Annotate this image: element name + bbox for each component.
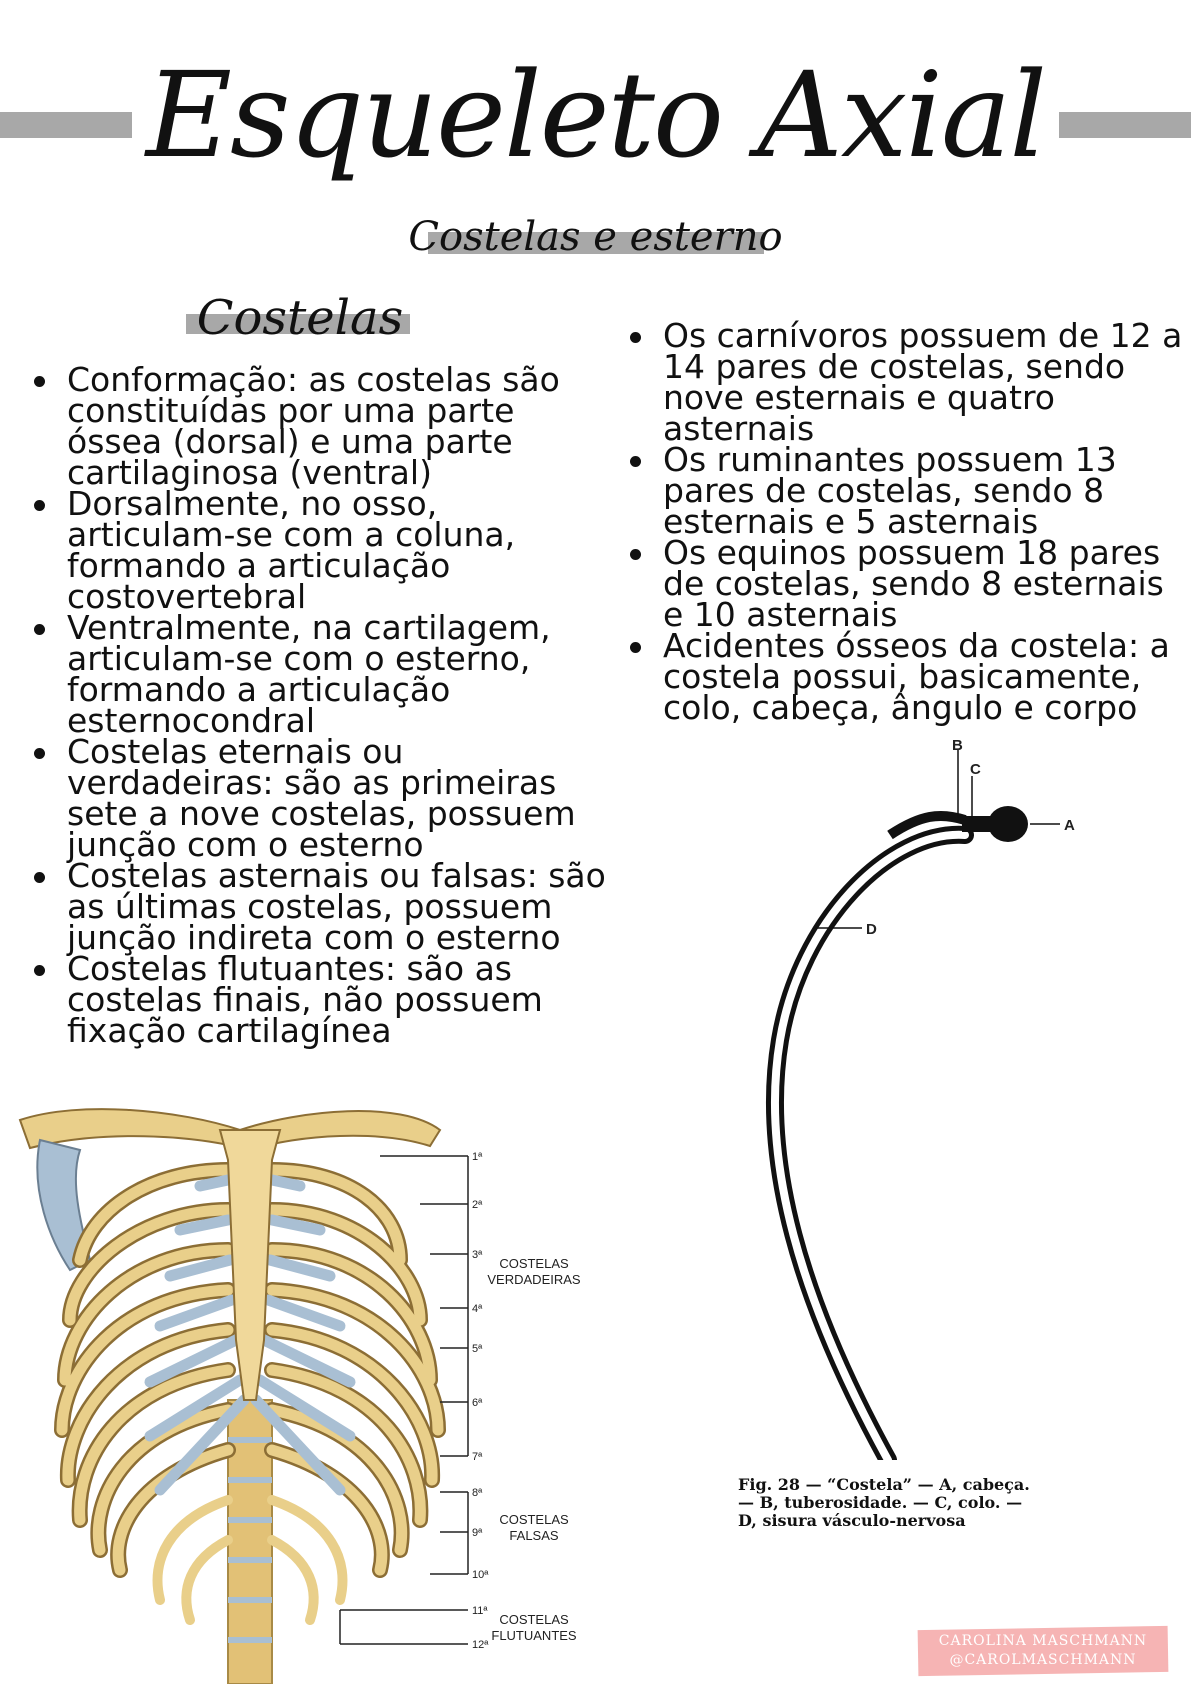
list-item: Dorsalmente, no osso, articulam-se com a coluna, formando a articulação costovertebral	[34, 488, 614, 612]
rib-number-4: 4ª	[472, 1303, 483, 1315]
group-label-floating	[491, 1612, 577, 1643]
group-label-line: FALSAS	[509, 1528, 559, 1543]
section-title: Costelas	[196, 290, 404, 346]
list-item: Conformação: as costelas são constituídas por uma parte óssea (dorsal) e uma parte cartilaginosa (ventral)	[34, 364, 614, 488]
rib-label-b: B	[952, 740, 963, 754]
group-label-line: VERDADEIRAS	[487, 1272, 581, 1287]
group-label-line: COSTELAS	[499, 1612, 569, 1627]
rib-label-c: C	[970, 761, 981, 778]
watermark	[918, 1632, 1168, 1670]
list-item: Acidentes ósseos da costela: a costela possui, basicamente, colo, cabeça, ângulo e corpo	[630, 630, 1190, 723]
left-bullet-list	[34, 360, 614, 1050]
rib-number-10: 10ª	[472, 1569, 489, 1581]
group-label-line: FLUTUANTES	[491, 1628, 577, 1643]
ribcage-drawing	[20, 1109, 440, 1684]
rib-label-d: D	[866, 921, 877, 938]
rib-number-1: 1ª	[472, 1151, 483, 1163]
rib-number-9: 9ª	[472, 1527, 483, 1539]
rib-label-a: A	[1064, 817, 1075, 834]
rib-number-8: 8ª	[472, 1487, 483, 1499]
list-item: Costelas asternais ou falsas: são as últimas costelas, possuem junção indireta com o esterno	[34, 860, 614, 953]
list-item: Os ruminantes possuem 13 pares de costelas, sendo 8 esternais e 5 asternais	[630, 444, 1190, 537]
right-bullet-list	[630, 316, 1190, 727]
rib-illustration	[740, 740, 1080, 1460]
group-label-false	[499, 1512, 569, 1543]
rib-group-labels	[487, 1256, 581, 1643]
page-subtitle: Costelas e esterno	[408, 214, 783, 260]
list-item: Costelas eternais ou verdadeiras: são as primeiras sete a nove costelas, possuem junção com o esterno	[34, 736, 614, 860]
watermark-name: CAROLINA MASCHMANN	[938, 1633, 1148, 1649]
rib-number-6: 6ª	[472, 1397, 483, 1409]
page-title	[0, 40, 1191, 190]
rib-number-2: 2ª	[472, 1199, 483, 1211]
list-item: Ventralmente, na cartilagem, articulam-se com o esterno, formando a articulação esternocondral	[34, 612, 614, 736]
ribcage-illustration	[0, 1100, 600, 1684]
rib-figure-caption: Fig. 28 — “Costela” — A, cabeça. — B, tuberosidade. — C, colo. — D, sisura vásculo-nervosa	[738, 1475, 1030, 1530]
group-label-line: COSTELAS	[499, 1512, 569, 1527]
rib-number-3: 3ª	[472, 1249, 483, 1261]
group-label-line: COSTELAS	[499, 1256, 569, 1271]
rib-drawing	[775, 806, 1028, 1460]
rib-number-11: 11ª	[472, 1605, 488, 1617]
rib-numbers	[472, 1151, 489, 1651]
rib-number-12: 12ª	[472, 1639, 489, 1651]
list-item: Costelas flutuantes: são as costelas finais, não possuem fixação cartilagínea	[34, 953, 614, 1046]
page-title-text: Esqueleto Axial	[132, 46, 1059, 184]
list-item: Os equinos possuem 18 pares de costelas, sendo 8 esternais e 10 asternais	[630, 537, 1190, 630]
rib-number-5: 5ª	[472, 1343, 483, 1355]
rib-number-7: 7ª	[472, 1451, 483, 1463]
group-label-true	[487, 1256, 581, 1287]
list-item: Os carnívoros possuem de 12 a 14 pares de costelas, sendo nove esternais e quatro asternais	[630, 320, 1190, 444]
watermark-handle: @CAROLMASCHMANN	[949, 1652, 1137, 1668]
